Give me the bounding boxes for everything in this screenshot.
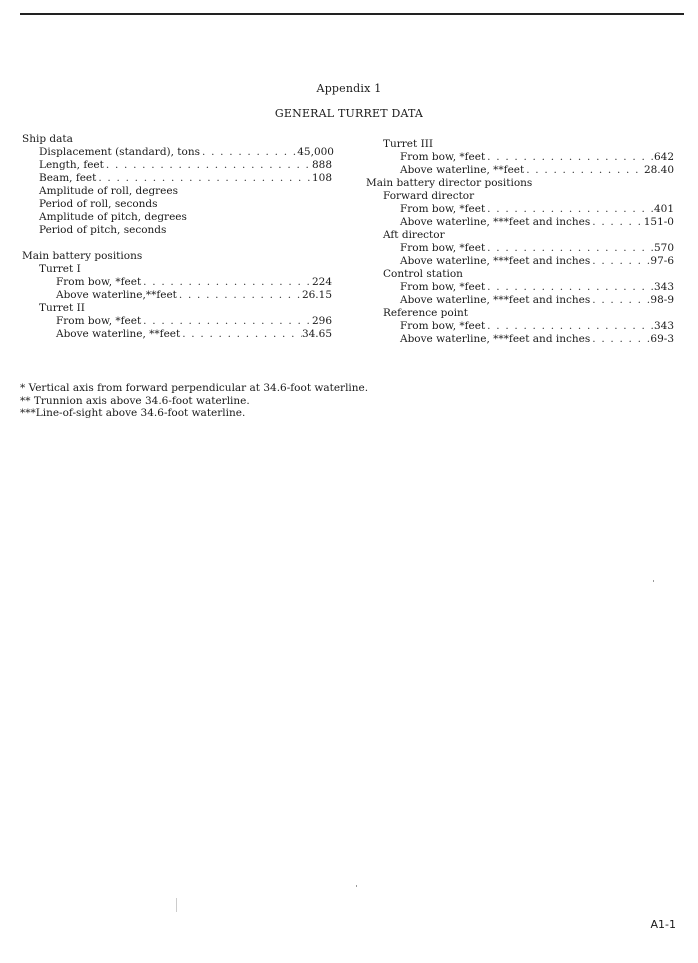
main-battery-heading: Main battery positions bbox=[22, 250, 143, 262]
table-row bbox=[366, 320, 674, 333]
page-title: GENERAL TURRET DATA bbox=[274, 107, 424, 120]
row-label: Above waterline, ***feet and inches bbox=[400, 333, 591, 345]
row-value: 97-6 bbox=[650, 255, 674, 267]
turret-2-heading: Turret II bbox=[39, 302, 85, 314]
dot-leader bbox=[590, 333, 650, 346]
table-row bbox=[366, 151, 674, 164]
director-positions-heading: Main battery director positions bbox=[366, 177, 533, 189]
footnote: ** Trunnion axis above 34.6-foot waterline. bbox=[20, 394, 250, 407]
dot-leader bbox=[524, 164, 644, 177]
table-row bbox=[366, 164, 674, 177]
aft-director-heading: Aft director bbox=[383, 229, 445, 241]
scan-speck bbox=[356, 885, 357, 887]
row-label: Above waterline, ***feet and inches bbox=[400, 294, 591, 306]
left-column bbox=[22, 133, 334, 341]
dot-leader bbox=[96, 172, 312, 185]
dot-leader bbox=[180, 328, 302, 341]
row-label: Above waterline,**feet bbox=[56, 289, 177, 301]
table-row bbox=[366, 333, 674, 346]
control-station-heading: Control station bbox=[383, 268, 463, 280]
row-value: 26.15 bbox=[301, 289, 332, 301]
table-row bbox=[22, 172, 334, 185]
turret-1-heading: Turret I bbox=[39, 263, 81, 275]
ship-data-heading: Ship data bbox=[22, 133, 73, 145]
footnotes bbox=[20, 382, 368, 420]
table-row bbox=[366, 294, 674, 307]
scan-speck bbox=[176, 898, 177, 912]
table-row bbox=[22, 159, 334, 172]
dot-leader bbox=[590, 294, 650, 307]
row-label: From bow, *feet bbox=[56, 276, 142, 288]
dot-leader bbox=[590, 216, 643, 229]
table-row bbox=[22, 328, 334, 341]
row-value: 343 bbox=[653, 320, 674, 332]
table-row bbox=[22, 289, 334, 302]
row-label: Period of pitch, seconds bbox=[39, 224, 167, 236]
table-row bbox=[22, 185, 334, 198]
table-row bbox=[366, 242, 674, 255]
scan-speck bbox=[653, 580, 654, 582]
dot-leader bbox=[590, 255, 650, 268]
table-row bbox=[366, 255, 674, 268]
dot-leader bbox=[485, 242, 654, 255]
row-value: 642 bbox=[653, 151, 674, 163]
dot-leader bbox=[485, 281, 654, 294]
row-value: 296 bbox=[311, 315, 332, 327]
right-column bbox=[366, 138, 674, 346]
row-value: 888 bbox=[311, 159, 332, 171]
row-value: 151-0 bbox=[643, 216, 674, 228]
table-row bbox=[22, 211, 334, 224]
dot-leader bbox=[104, 159, 312, 172]
row-label: From bow, *feet bbox=[400, 242, 486, 254]
table-row bbox=[22, 198, 334, 211]
table-row bbox=[22, 224, 334, 237]
dot-leader bbox=[485, 203, 654, 216]
row-label: Above waterline, **feet bbox=[400, 164, 525, 176]
dot-leader bbox=[141, 276, 312, 289]
row-value: 343 bbox=[653, 281, 674, 293]
row-label: Amplitude of roll, degrees bbox=[39, 185, 179, 197]
table-row bbox=[366, 281, 674, 294]
footnote: * Vertical axis from forward perpendicular at 34.6-foot waterline. bbox=[20, 382, 369, 394]
row-value: 45,000 bbox=[297, 146, 334, 158]
footnote: ***Line-of-sight above 34.6-foot waterline. bbox=[20, 407, 246, 419]
dot-leader bbox=[200, 146, 297, 159]
row-label: From bow, *feet bbox=[56, 315, 142, 327]
row-label: Displacement (standard), tons bbox=[39, 146, 201, 158]
row-label: From bow, *feet bbox=[400, 320, 486, 332]
row-value: 224 bbox=[311, 276, 332, 288]
row-value: 108 bbox=[311, 172, 332, 184]
row-label: Above waterline, **feet bbox=[56, 328, 181, 340]
row-label: From bow, *feet bbox=[400, 203, 486, 215]
page-number: A1-1 bbox=[650, 918, 676, 931]
row-label: Beam, feet bbox=[39, 172, 97, 184]
dot-leader bbox=[485, 151, 654, 164]
table-row bbox=[22, 315, 334, 328]
row-value: 401 bbox=[653, 203, 674, 215]
row-value: 69-3 bbox=[650, 333, 674, 345]
row-label: From bow, *feet bbox=[400, 281, 486, 293]
row-value: 98-9 bbox=[650, 294, 674, 306]
dot-leader bbox=[177, 289, 302, 302]
row-label: Amplitude of pitch, degrees bbox=[39, 211, 187, 223]
table-row bbox=[366, 216, 674, 229]
forward-director-heading: Forward director bbox=[383, 190, 475, 202]
row-label: Above waterline, ***feet and inches bbox=[400, 216, 591, 228]
table-row bbox=[22, 146, 334, 159]
dot-leader bbox=[141, 315, 312, 328]
row-value: 570 bbox=[653, 242, 674, 254]
reference-point-heading: Reference point bbox=[383, 307, 469, 319]
turret-3-heading: Turret III bbox=[383, 138, 434, 150]
row-value: 34.65 bbox=[301, 328, 332, 340]
row-value: 28.40 bbox=[643, 164, 674, 176]
row-label: Above waterline, ***feet and inches bbox=[400, 255, 591, 267]
table-row bbox=[22, 276, 334, 289]
row-label: Period of roll, seconds bbox=[39, 198, 158, 210]
row-label: From bow, *feet bbox=[400, 151, 486, 163]
top-rule bbox=[20, 13, 684, 15]
row-label: Length, feet bbox=[39, 159, 104, 171]
table-row bbox=[366, 203, 674, 216]
appendix-label: Appendix 1 bbox=[316, 82, 382, 95]
dot-leader bbox=[485, 320, 654, 333]
